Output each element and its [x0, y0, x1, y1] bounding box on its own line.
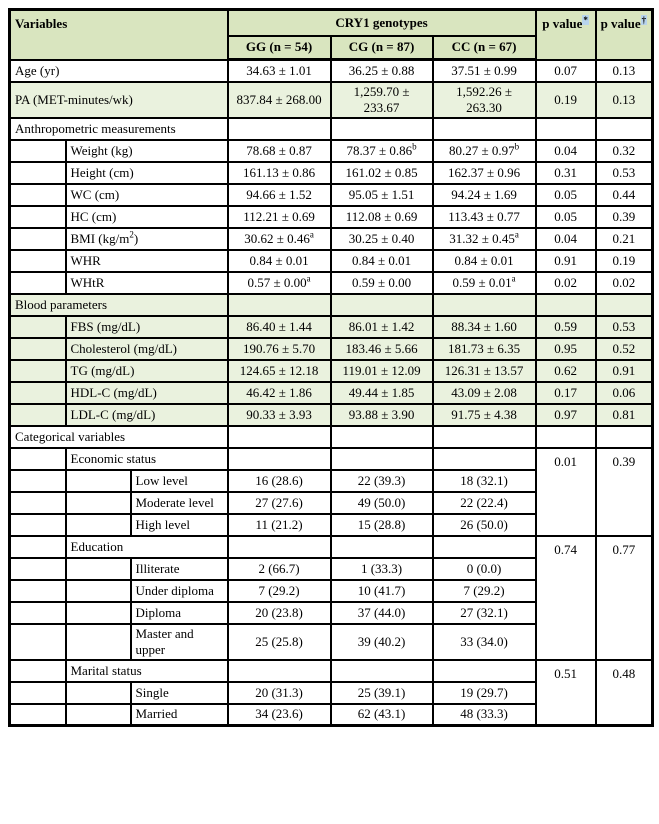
value-cell: 0.57 ± 0.00$^a$ [228, 272, 331, 294]
p-value-cell: 0.05 [536, 184, 596, 206]
value-cell: 78.68 ± 0.87 [228, 140, 331, 162]
row-label: WHtR [66, 272, 228, 294]
row-label: PA (MET-minutes/wk) [10, 82, 228, 118]
row-label: Anthropometric measurements [10, 118, 228, 140]
value-cell [331, 426, 433, 448]
row-label: Moderate level [131, 492, 228, 514]
value-cell: 1,259.70 ± 233.67 [331, 82, 433, 118]
superscript-marker: a [306, 273, 311, 284]
row-label: Illiterate [131, 558, 228, 580]
table-row [10, 206, 653, 228]
p-value-cell: 0.04 [536, 228, 596, 250]
p-value-cell: 0.04 [536, 140, 596, 162]
indent-cell [66, 580, 131, 602]
value-cell: 27 (27.6) [228, 492, 331, 514]
p-value-cell: 0.39 [596, 448, 653, 536]
value-cell [331, 294, 433, 316]
value-cell: 30.25 ± 0.40 [331, 228, 433, 250]
table-header [10, 10, 653, 60]
value-cell: 2 (66.7) [228, 558, 331, 580]
indent-cell [10, 580, 66, 602]
p-value-cell: 0.07 [536, 60, 596, 82]
p-value-2-label: p value [600, 16, 641, 31]
value-cell: 11 (21.2) [228, 514, 331, 536]
row-label: Under diploma [131, 580, 228, 602]
row-label: WC (cm) [66, 184, 228, 206]
row-label: Age (yr) [10, 60, 228, 82]
table-row [10, 228, 653, 250]
indent-cell [10, 338, 66, 360]
value-cell: 34.63 ± 1.01 [228, 60, 331, 82]
value-cell [228, 660, 331, 682]
value-cell: 0.84 ± 0.01 [331, 250, 433, 272]
indent-cell [10, 602, 66, 624]
value-cell [228, 448, 331, 470]
value-cell: 49 (50.0) [331, 492, 433, 514]
value-cell: 25 (25.8) [228, 624, 331, 660]
value-cell: 62 (43.1) [331, 704, 433, 726]
table-row [10, 448, 653, 470]
value-cell: 7 (29.2) [433, 580, 536, 602]
row-label: Diploma [131, 602, 228, 624]
row-label: LDL-C (mg/dL) [66, 404, 228, 426]
value-cell: 37 (44.0) [331, 602, 433, 624]
value-cell: 93.88 ± 3.90 [331, 404, 433, 426]
p-value-cell: 0.19 [596, 250, 653, 272]
value-cell: 161.13 ± 0.86 [228, 162, 331, 184]
table-row [10, 250, 653, 272]
value-cell: 78.37 ± 0.86$^b$ [331, 140, 433, 162]
p-value-cell: 0.52 [596, 338, 653, 360]
p-value-cell: 0.21 [596, 228, 653, 250]
header-variables: Variables [10, 10, 228, 60]
p-value-cell: 0.97 [536, 404, 596, 426]
row-label: Married [131, 704, 228, 726]
value-cell: 31.32 ± 0.45$^a$ [433, 228, 536, 250]
row-label: Education [66, 536, 228, 558]
p-value-cell: 0.53 [596, 162, 653, 184]
value-cell [433, 660, 536, 682]
table-row [10, 140, 653, 162]
p-value-cell: 0.31 [536, 162, 596, 184]
value-cell: 94.66 ± 1.52 [228, 184, 331, 206]
row-label: FBS (mg/dL) [66, 316, 228, 338]
row-label: Height (cm) [66, 162, 228, 184]
value-cell: 124.65 ± 12.18 [228, 360, 331, 382]
value-cell: 22 (22.4) [433, 492, 536, 514]
indent-cell [10, 514, 66, 536]
p-value-cell: 0.53 [596, 316, 653, 338]
p-value-1-label: p value [542, 16, 583, 31]
value-cell [228, 118, 331, 140]
value-cell: 16 (28.6) [228, 470, 331, 492]
indent-cell [10, 470, 66, 492]
row-label: Categorical variables [10, 426, 228, 448]
p-value-cell: 0.13 [596, 60, 653, 82]
indent-cell [10, 404, 66, 426]
indent-cell [10, 228, 66, 250]
indent-cell [10, 704, 66, 726]
table-row [10, 426, 653, 448]
p-value-cell [536, 118, 596, 140]
p-value-cell [596, 118, 653, 140]
value-cell: 112.21 ± 0.69 [228, 206, 331, 228]
indent-cell [66, 558, 131, 580]
indent-cell [10, 624, 66, 660]
indent-cell [66, 682, 131, 704]
superscript-marker: b [514, 141, 520, 152]
value-cell: 26 (50.0) [433, 514, 536, 536]
value-cell: 183.46 ± 5.66 [331, 338, 433, 360]
p-value-cell: 0.02 [596, 272, 653, 294]
value-cell [433, 294, 536, 316]
row-label: HDL-C (mg/dL) [66, 382, 228, 404]
table-row [10, 536, 653, 558]
value-cell [228, 536, 331, 558]
p-value-cell: 0.32 [596, 140, 653, 162]
value-cell [228, 294, 331, 316]
table-row [10, 338, 653, 360]
value-cell: 10 (41.7) [331, 580, 433, 602]
value-cell: 112.08 ± 0.69 [331, 206, 433, 228]
header-p-value-1 [536, 10, 596, 60]
row-label: Cholesterol (mg/dL) [66, 338, 228, 360]
header-row-1 [10, 10, 653, 36]
value-cell: 43.09 ± 2.08 [433, 382, 536, 404]
p-value-cell: 0.05 [536, 206, 596, 228]
value-cell: 0.84 ± 0.01 [228, 250, 331, 272]
indent-cell [66, 492, 131, 514]
table-row [10, 162, 653, 184]
value-cell: 7 (29.2) [228, 580, 331, 602]
value-cell: 91.75 ± 4.38 [433, 404, 536, 426]
value-cell: 49.44 ± 1.85 [331, 382, 433, 404]
p-value-cell [536, 426, 596, 448]
value-cell: 88.34 ± 1.60 [433, 316, 536, 338]
p-value-1-footnote-marker: * [583, 14, 588, 25]
value-cell: 90.33 ± 3.93 [228, 404, 331, 426]
p-value-cell: 0.48 [596, 660, 653, 726]
genotype-results-table [8, 8, 654, 727]
p-value-cell [596, 294, 653, 316]
indent-cell [10, 162, 66, 184]
p-value-cell: 0.17 [536, 382, 596, 404]
table-row [10, 660, 653, 682]
value-cell: 1,592.26 ± 263.30 [433, 82, 536, 118]
indent-cell [10, 536, 66, 558]
value-cell: 46.42 ± 1.86 [228, 382, 331, 404]
p-value-cell: 0.13 [596, 82, 653, 118]
indent-cell [10, 206, 66, 228]
table-row [10, 294, 653, 316]
value-cell [433, 118, 536, 140]
value-cell: 837.84 ± 268.00 [228, 82, 331, 118]
value-cell: 34 (23.6) [228, 704, 331, 726]
value-cell: 20 (23.8) [228, 602, 331, 624]
value-cell: 113.43 ± 0.77 [433, 206, 536, 228]
row-label: TG (mg/dL) [66, 360, 228, 382]
superscript-marker: a [511, 273, 516, 284]
p-value-cell [536, 294, 596, 316]
table-row [10, 184, 653, 206]
value-cell: 20 (31.3) [228, 682, 331, 704]
value-cell [433, 426, 536, 448]
p-value-cell: 0.01 [536, 448, 596, 536]
table-row [10, 316, 653, 338]
superscript-marker: a [514, 229, 519, 240]
p-value-cell: 0.91 [596, 360, 653, 382]
row-label: Economic status [66, 448, 228, 470]
indent-cell [10, 140, 66, 162]
indent-cell [10, 382, 66, 404]
p-value-cell: 0.02 [536, 272, 596, 294]
table-row [10, 82, 653, 118]
table-row [10, 360, 653, 382]
header-column-cg: CG (n = 87) [331, 36, 433, 60]
value-cell [331, 536, 433, 558]
p-value-cell: 0.51 [536, 660, 596, 726]
row-label: Blood parameters [10, 294, 228, 316]
row-label: Weight (kg) [66, 140, 228, 162]
indent-cell [10, 272, 66, 294]
indent-cell [66, 624, 131, 660]
value-cell: 162.37 ± 0.96 [433, 162, 536, 184]
header-column-cc: CC (n = 67) [433, 36, 536, 60]
value-cell: 80.27 ± 0.97$^b$ [433, 140, 536, 162]
indent-cell [66, 704, 131, 726]
value-cell: 0 (0.0) [433, 558, 536, 580]
value-cell: 33 (34.0) [433, 624, 536, 660]
value-cell: 161.02 ± 0.85 [331, 162, 433, 184]
table-row [10, 118, 653, 140]
value-cell: 86.01 ± 1.42 [331, 316, 433, 338]
value-cell: 15 (28.8) [331, 514, 433, 536]
indent-cell [10, 184, 66, 206]
p-value-cell: 0.74 [536, 536, 596, 660]
p-value-cell: 0.62 [536, 360, 596, 382]
superscript-marker: a [309, 229, 314, 240]
header-column-gg: GG (n = 54) [228, 36, 331, 60]
value-cell: 27 (32.1) [433, 602, 536, 624]
value-cell: 25 (39.1) [331, 682, 433, 704]
p-value-cell: 0.06 [596, 382, 653, 404]
row-label: Marital status [66, 660, 228, 682]
value-cell: 18 (32.1) [433, 470, 536, 492]
indent-cell [10, 448, 66, 470]
superscript-marker: 2 [129, 229, 134, 240]
p-value-cell: 0.19 [536, 82, 596, 118]
indent-cell [10, 558, 66, 580]
value-cell [331, 448, 433, 470]
value-cell: 30.62 ± 0.46$^a$ [228, 228, 331, 250]
indent-cell [10, 360, 66, 382]
row-label: HC (cm) [66, 206, 228, 228]
value-cell: 37.51 ± 0.99 [433, 60, 536, 82]
table-row [10, 404, 653, 426]
p-value-cell: 0.77 [596, 536, 653, 660]
value-cell: 0.84 ± 0.01 [433, 250, 536, 272]
row-label: Master and upper [131, 624, 228, 660]
value-cell: 86.40 ± 1.44 [228, 316, 331, 338]
value-cell [331, 118, 433, 140]
row-label: WHR [66, 250, 228, 272]
row-label: Single [131, 682, 228, 704]
value-cell: 95.05 ± 1.51 [331, 184, 433, 206]
p-value-cell: 0.81 [596, 404, 653, 426]
header-p-value-2 [596, 10, 653, 60]
value-cell: 39 (40.2) [331, 624, 433, 660]
p-value-cell: 0.44 [596, 184, 653, 206]
value-cell [331, 660, 433, 682]
p-value-2-footnote-marker: † [641, 14, 647, 25]
table-row [10, 60, 653, 82]
value-cell: 36.25 ± 0.88 [331, 60, 433, 82]
value-cell: 1 (33.3) [331, 558, 433, 580]
indent-cell [10, 250, 66, 272]
superscript-marker: b [412, 141, 417, 152]
indent-cell [10, 492, 66, 514]
p-value-cell: 0.39 [596, 206, 653, 228]
table-body [10, 60, 653, 726]
value-cell: 126.31 ± 13.57 [433, 360, 536, 382]
value-cell: 94.24 ± 1.69 [433, 184, 536, 206]
table-row [10, 272, 653, 294]
value-cell: 0.59 ± 0.01$^a$ [433, 272, 536, 294]
p-value-cell: 0.95 [536, 338, 596, 360]
value-cell: 22 (39.3) [331, 470, 433, 492]
indent-cell [66, 602, 131, 624]
p-value-cell: 0.59 [536, 316, 596, 338]
p-value-cell [596, 426, 653, 448]
value-cell [433, 536, 536, 558]
value-cell: 190.76 ± 5.70 [228, 338, 331, 360]
value-cell [433, 448, 536, 470]
value-cell: 181.73 ± 6.35 [433, 338, 536, 360]
row-label: Low level [131, 470, 228, 492]
value-cell: 19 (29.7) [433, 682, 536, 704]
value-cell [228, 426, 331, 448]
indent-cell [10, 660, 66, 682]
table-row [10, 382, 653, 404]
indent-cell [66, 514, 131, 536]
p-value-cell: 0.91 [536, 250, 596, 272]
value-cell: 0.59 ± 0.00 [331, 272, 433, 294]
value-cell: 48 (33.3) [433, 704, 536, 726]
header-cry1-genotypes: CRY1 genotypes [228, 10, 536, 36]
indent-cell [66, 470, 131, 492]
indent-cell [10, 682, 66, 704]
indent-cell [10, 316, 66, 338]
row-label: BMI $(kg/m^2)$ [66, 228, 228, 250]
value-cell: 119.01 ± 12.09 [331, 360, 433, 382]
row-label: High level [131, 514, 228, 536]
